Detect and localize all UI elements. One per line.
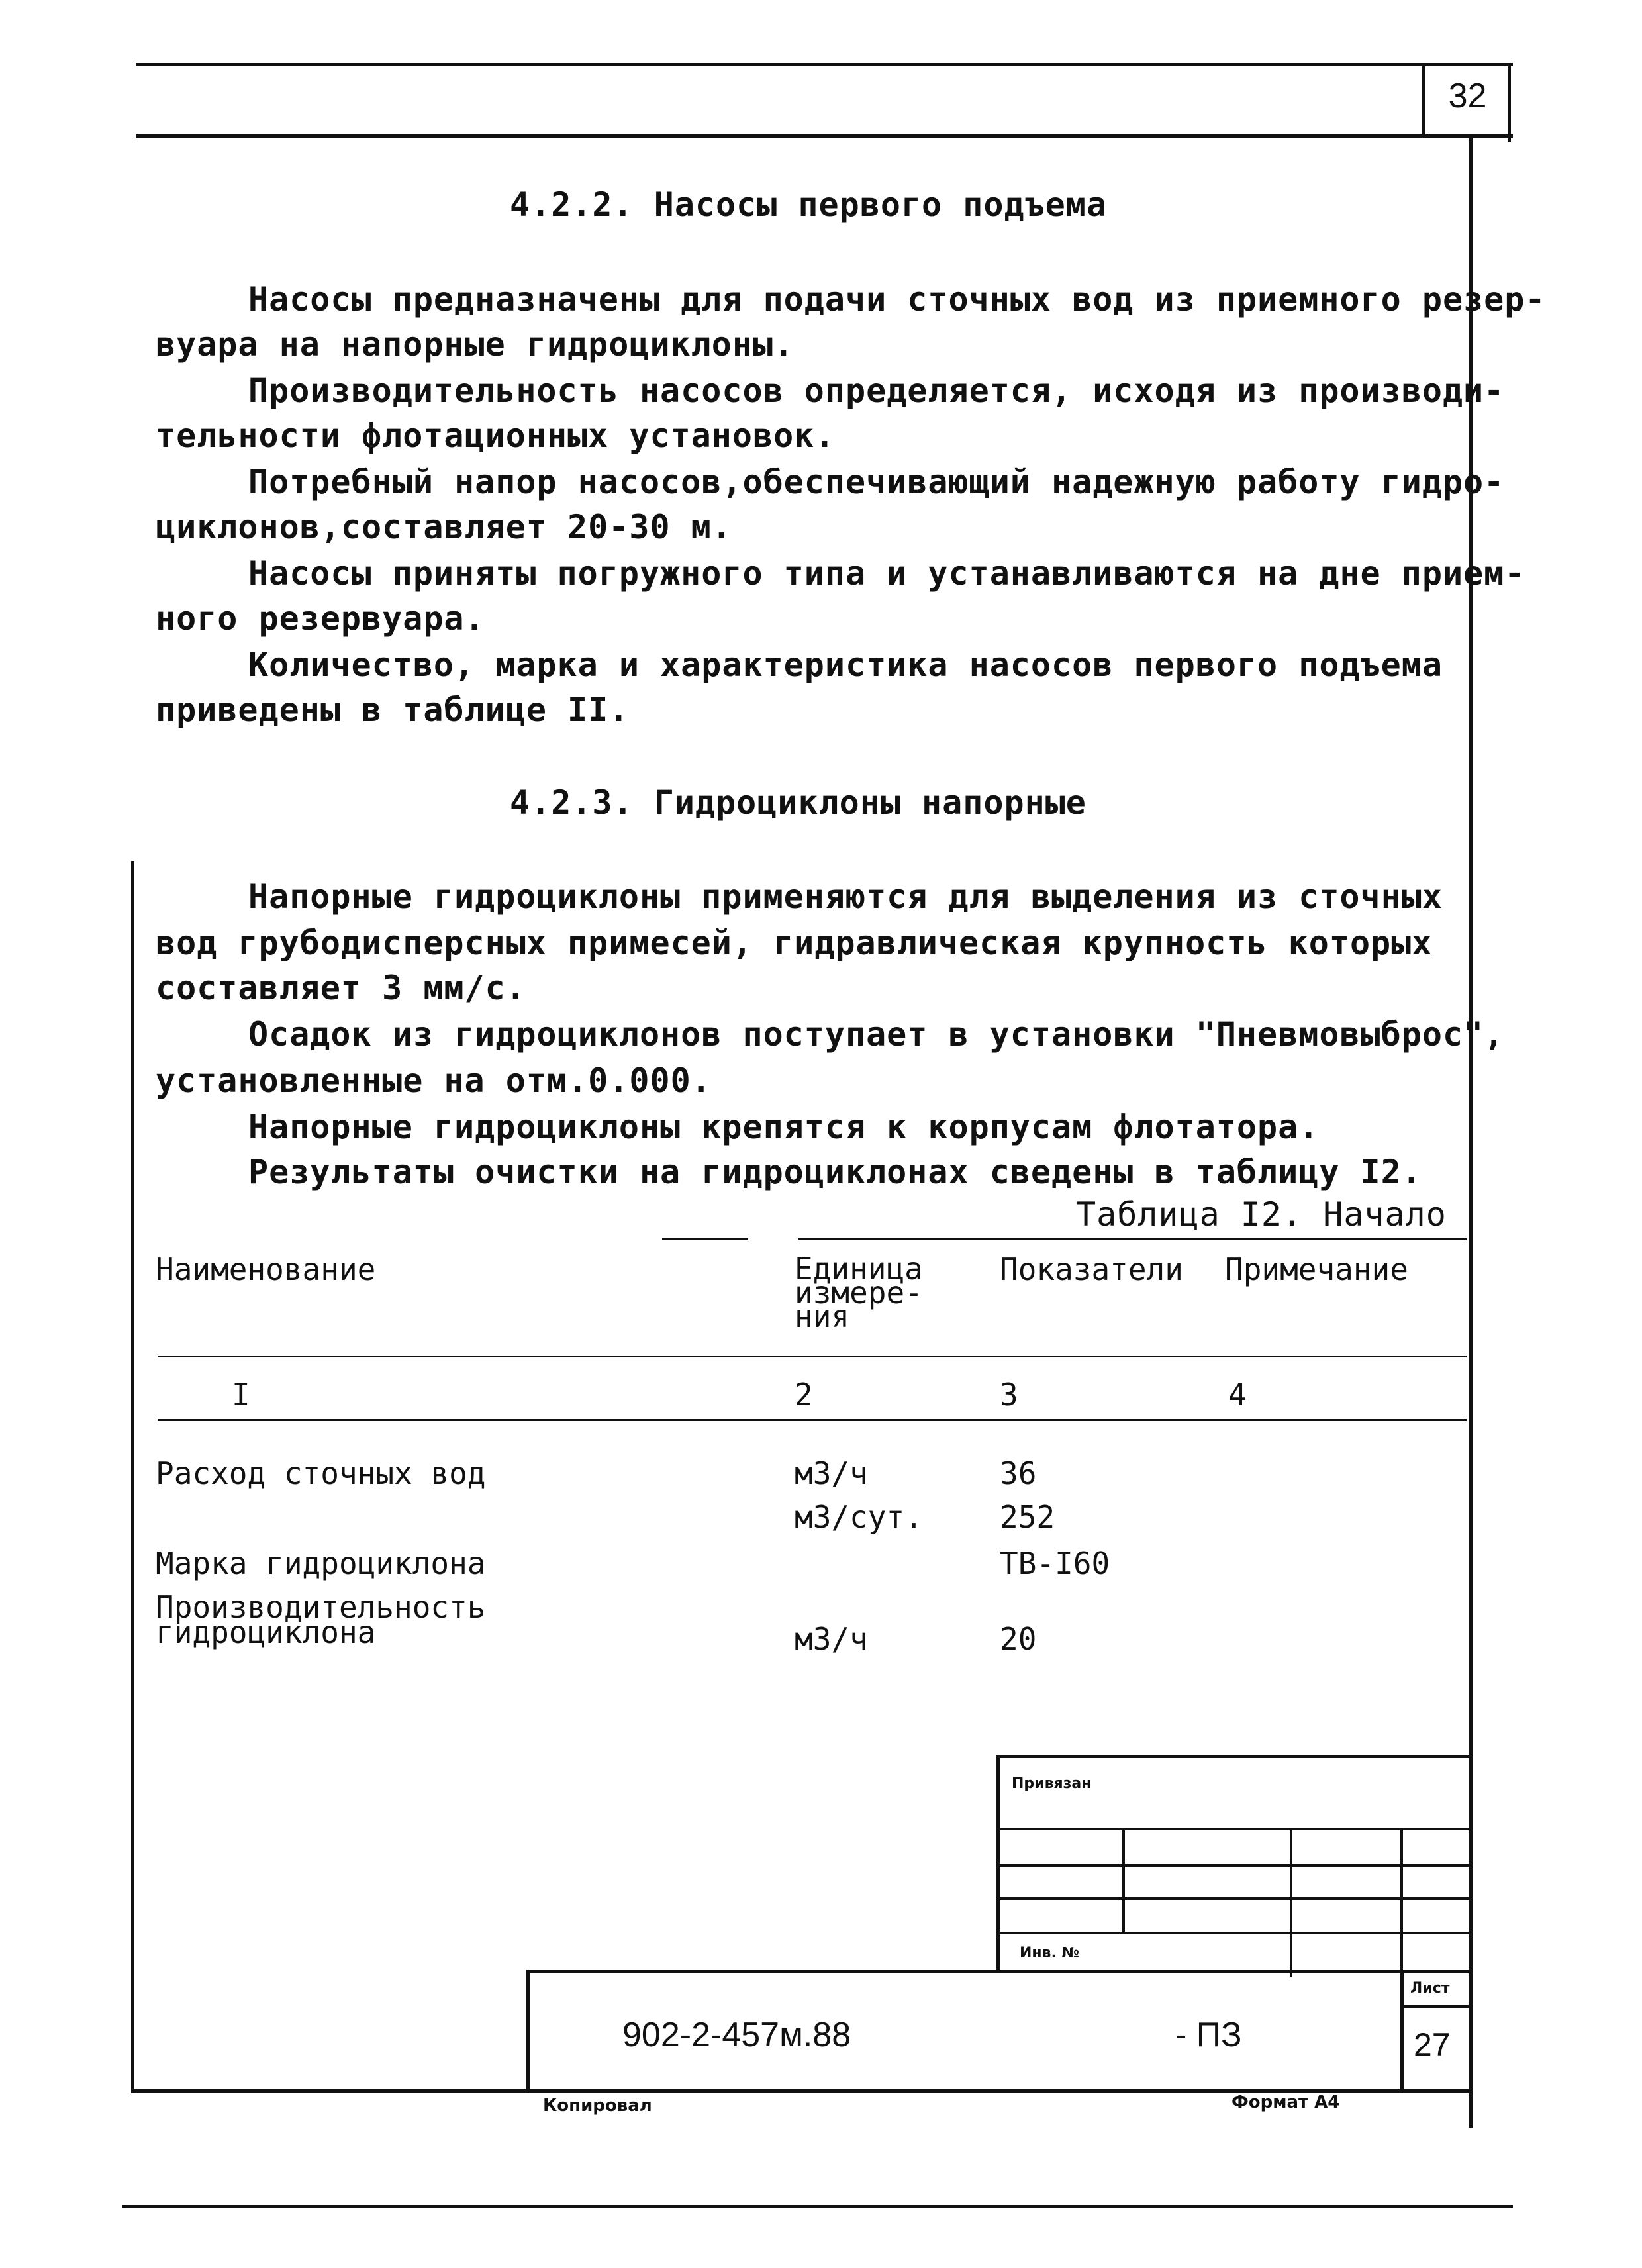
- sheet-number-box: [1422, 63, 1510, 136]
- table-row-name: Марка гидроциклона: [156, 1546, 486, 1581]
- table-caption: Таблица I2. Начало: [1076, 1195, 1447, 1234]
- text-line: Производительность насосов определяется, исходя из производи-: [248, 371, 1505, 410]
- table-header-name: Наименование: [156, 1252, 376, 1287]
- text-line: установленные на отм.0.000.: [156, 1061, 712, 1100]
- text-line: ного резервуара.: [156, 599, 485, 638]
- stamp-doc-suffix: - ПЗ: [1175, 2016, 1242, 2054]
- table-header-value: Показатели: [1000, 1252, 1183, 1287]
- section-heading-pumps: 4.2.2. Насосы первого подъема: [510, 185, 1107, 224]
- table-col-number: I: [232, 1377, 250, 1412]
- text-line: Насосы предназначены для подачи сточных вод из приемного резер-: [248, 280, 1546, 319]
- frame-left-line: [131, 861, 134, 2093]
- table-header-line: [158, 1356, 1467, 1357]
- table-row-name: Расход сточных вод: [156, 1455, 486, 1491]
- table-header-unit: Единица измере- ния: [795, 1251, 923, 1334]
- stamp-title-block: [526, 1970, 1471, 2093]
- text-line: тельности флотационных установок.: [156, 417, 836, 455]
- text-line: Потребный напор насосов,обеспечивающий надежную работу гидро-: [248, 463, 1505, 501]
- table-row-unit: м3/сут.: [795, 1499, 923, 1535]
- page-bottom-line: [122, 2205, 1513, 2208]
- stamp-col-line: [1400, 1828, 1403, 1977]
- table-col-number: 4: [1228, 1377, 1247, 1412]
- stamp-doc-code: 902-2-457м.88: [622, 2016, 851, 2054]
- footer-format: Формат А4: [1232, 2093, 1340, 2112]
- table-row-name: Производительность гидроциклона: [156, 1589, 486, 1650]
- table-top-line-dash: [662, 1238, 748, 1240]
- frame-header-line: [136, 134, 1513, 138]
- frame-top-line: [136, 63, 1513, 66]
- table-col-number: 2: [795, 1377, 813, 1412]
- text-line: Результаты очистки на гидроциклонах сведены в таблицу I2.: [248, 1153, 1422, 1191]
- table-row-unit: м3/ч: [795, 1455, 868, 1491]
- text-line: Количество, марка и характеристика насосов первого подъема: [248, 646, 1443, 684]
- footer-copied: Копировал: [543, 2096, 652, 2116]
- text-line: составляет 3 мм/с.: [156, 969, 526, 1007]
- table-row-unit: м3/ч: [795, 1621, 868, 1657]
- text-line: Напорные гидроциклоны крепятся к корпусам флотатора.: [248, 1108, 1320, 1146]
- table-col-number: 3: [1000, 1377, 1018, 1412]
- sheet-number: 32: [1448, 77, 1487, 115]
- stamp-privyazan-label: Привязан: [1012, 1775, 1092, 1792]
- stamp-inv-label: Инв. №: [1020, 1945, 1080, 1961]
- table-top-line: [798, 1238, 1467, 1240]
- table-row-value: 36: [1000, 1455, 1037, 1491]
- stamp-list-row-line: [1400, 2005, 1471, 2008]
- text-line: приведены в таблице II.: [156, 691, 630, 729]
- table-row-value: 252: [1000, 1499, 1055, 1535]
- table-row-value: ТВ-I60: [1000, 1546, 1110, 1581]
- stamp-list-number: 27: [1414, 2026, 1451, 2063]
- stamp-list-label: Лист: [1410, 1980, 1450, 1997]
- text-line: вуара на напорные гидроциклоны.: [156, 325, 795, 364]
- table-number-line: [158, 1419, 1467, 1421]
- stamp-col-line: [1122, 1828, 1125, 1934]
- text-line: Насосы приняты погружного типа и устанавливаются на дне прием-: [248, 554, 1525, 593]
- stamp-col-line: [1290, 1828, 1292, 1977]
- stamp-list-col-line: [1400, 1973, 1404, 2093]
- section-heading-hydrocyclones: 4.2.3. Гидроциклоны напорные: [510, 783, 1087, 822]
- text-line: Напорные гидроциклоны применяются для выделения из сточных: [248, 877, 1443, 916]
- table-header-note: Примечание: [1225, 1252, 1408, 1287]
- text-line: вод грубодисперсных примесей, гидравлическая крупность которых: [156, 924, 1433, 962]
- stamp-privyazan-block: [996, 1755, 1471, 1973]
- text-line: Осадок из гидроциклонов поступает в установки "Пневмовыброс",: [248, 1015, 1505, 1054]
- text-line: циклонов,составляет 20-30 м.: [156, 508, 732, 546]
- table-row-value: 20: [1000, 1621, 1037, 1657]
